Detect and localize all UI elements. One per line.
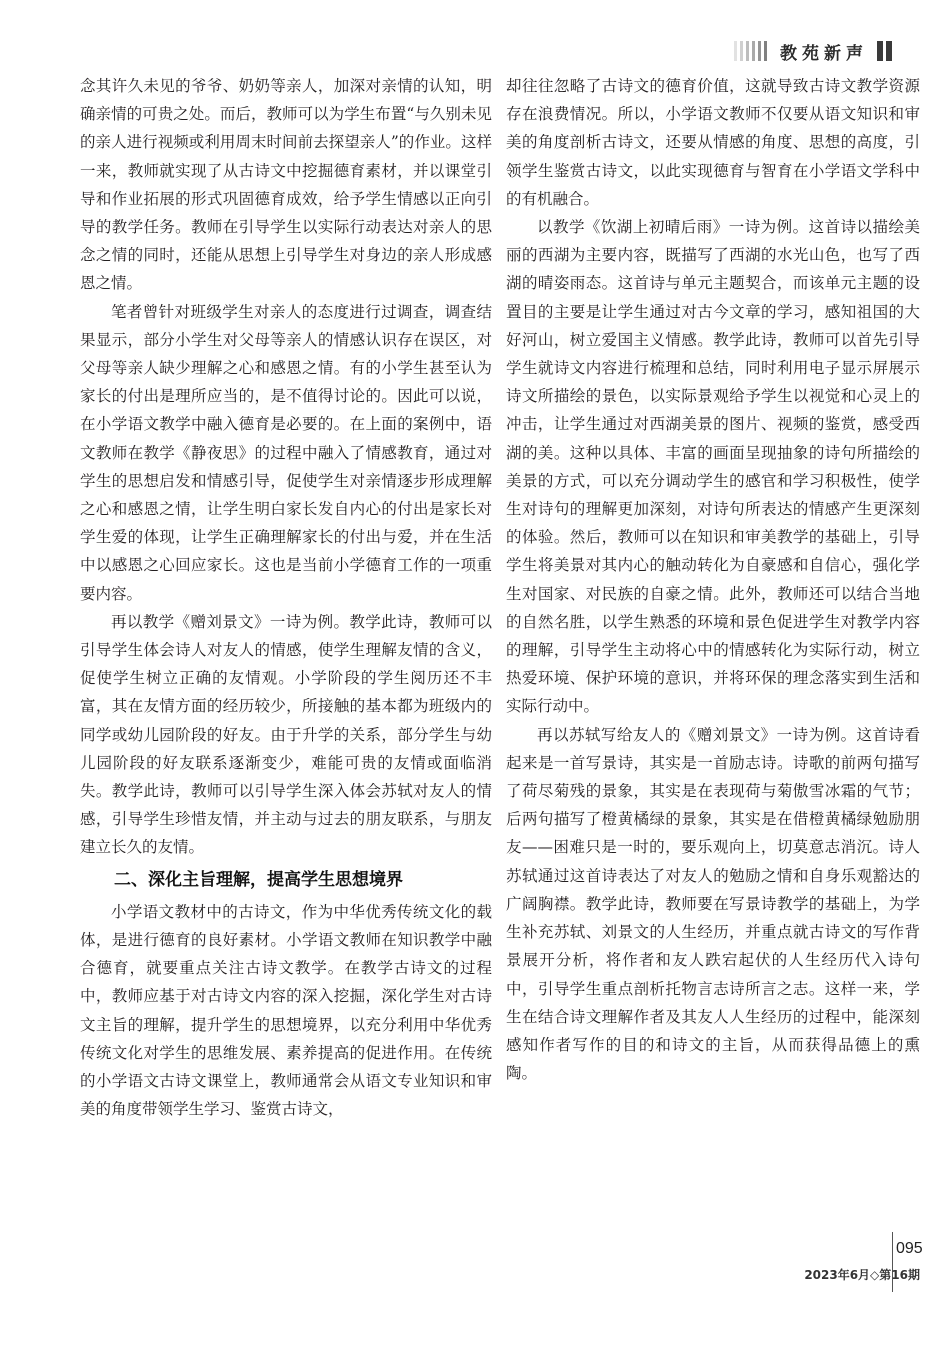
paragraph: 再以教学《赠刘景文》一诗为例。教学此诗，教师可以引导学生体会诗人对友人的情感，使学生理解友情的含义，促使学生树立正确的友情观。小学阶段的学生阅历还不丰富，其在友情方面的经历较少，所接触的基本都为班级内的同学或幼儿园阶段的好友。由于升学的关系，部分学生与幼儿园阶段的好友联系逐渐变少，难能可贵的友情或面临消失。教学此诗，教师可以引导学生深入体会苏轼对友人的情感，引导学生珍惜友情，并主动与过去的朋友联系，与朋友建立长久的友情。 [80,612,492,857]
paragraph: 笔者曾针对班级学生对亲人的态度进行过调查，调查结果显示，部分小学生对父母等亲人的情感认识存在误区，对父母等亲人缺少理解之心和感恩之情。有的小学生甚至认为家长的付出是理所应当的，是不值得讨论的。因此可以说，在小学语文教学中融入德育是必要的。在上面的案例中，语文教师在教学《静夜思》的过程中融入了情感教育，通过对学生的思想启发和情感引导，促使学生对亲情逐步形成理解之心和感恩之情，让学生明白家长发自内心的付出是家长对学生爱的体现，让学生正确理解家长的付出与爱，并在生活中以感恩之心回应家长。这也是当前小学德育工作的一项重要内容。 [80,302,492,603]
paragraph: 小学语文教材中的古诗文，作为中华优秀传统文化的载体，是进行德育的良好素材。小学语文教师在知识教学中融合德育，就要重点关注古诗文教学。在教学古诗文的过程中，教师应基于对古诗文内容的深入挖掘，深化学生对古诗文主旨的理解，提升学生的思想境界，以充分利用中华优秀传统文化对学生的思维发展、素养提高的促进作用。在传统的小学语文古诗文课堂上，教师通常会从语文专业知识和审美的角度带领学生学习、鉴赏古诗文， [80,902,492,1119]
section-title: 教苑新声 [780,43,868,64]
running-header [734,36,892,66]
header-end-bars-decoration [874,41,892,61]
right-column [506,72,920,1087]
paragraph: 再以苏轼写给友人的《赠刘景文》一诗为例。这首诗看起来是一首写景诗，其实是一首励志诗。诗歌的前两句描写了荷尽菊残的景象，其实是在表现荷与菊傲雪冰霜的气节；后两句描写了橙黄橘绿的景象，其实是在借橙黄橘绿勉励朋友——困难只是一时的，要乐观向上，切莫意志消沉。诗人苏轼通过这首诗表达了对友人的勉励之情和自身乐观豁达的广阔胸襟。教学此诗，教师要在写景诗教学的基础上，为学生补充苏轼、刘景文的人生经历，并重点就古诗文的写作背景展开分析，将作者和友人跌宕起伏的人生经历代入诗句中，引导学生重点剖析托物言志诗所言之志。这样一来，学生在结合诗文理解作者及其友人人生经历的过程中，能深刻感知作者写作的目的和诗文的主旨，从而获得品德上的熏陶。 [506,725,920,1083]
issue-info: 2023年6月◇第16期 [804,1268,920,1282]
section-heading: 二、深化主旨理解，提高学生思想境界 [114,869,403,890]
paragraph: 却往往忽略了古诗文的德育价值，这就导致古诗文教学资源存在浪费情况。所以，小学语文教师不仅要从语文知识和审美的角度剖析古诗文，还要从情感的角度、思想的高度，引领学生鉴赏古诗文，以此实现德育与智育在小学语文学科中的有机融合。 [506,77,920,208]
paragraph: 念其许久未见的爷爷、奶奶等亲人，加深对亲情的认知，明确亲情的可贵之处。而后，教师可以为学生布置“与久别未见的亲人进行视频或利用周末时间前去探望亲人”的作业。这样一来，教师就实现了从古诗文中挖掘德育素材，并以课堂引导和作业拓展的形式巩固德育成效，给予学生情感以正向引导的教学任务。教师在引导学生以实际行动表达对亲人的思念之情的同时，还能从思想上引导学生对身边的亲人形成感恩之情。 [80,77,492,293]
left-column [80,72,492,1123]
page-number: 095 [896,1240,923,1257]
page-number-rule [892,1232,893,1292]
paragraph: 以教学《饮湖上初晴后雨》一诗为例。这首诗以描绘美丽的西湖为主要内容，既描写了西湖的水光山色，也写了西湖的晴姿雨态。这首诗与单元主题契合，而该单元主题的设置目的主要是让学生通过对古今文章的学习，感知祖国的大好河山，树立爱国主义情感。教学此诗，教师可以首先引导学生就诗文内容进行梳理和总结，同时利用电子显示屏展示诗文所描绘的景色，以实际景观给予学生以视觉和心灵上的冲击，让学生通过对西湖美景的图片、视频的鉴赏，感受西湖的美。这种以具体、丰富的画面呈现抽象的诗句所描绘的美景的方式，可以充分调动学生的感官和学习积极性，使学生对诗句的理解更加深刻，对诗句所表达的情感产生更深刻的体验。然后，教师可以在知识和审美教学的基础上，引导学生将美景对其内心的触动转化为自豪感和自信心，强化学生对国家、对民族的自豪之情。此外，教师还可以结合当地的自然名胜，以学生熟悉的环境和景色促进学生对教学内容的理解，引导学生主动将心中的情感转化为实际行动，树立热爱环境、保护环境的意识，并将环保的理念落实到生活和实际行动中。 [506,218,920,716]
header-stripes-decoration [734,41,770,61]
